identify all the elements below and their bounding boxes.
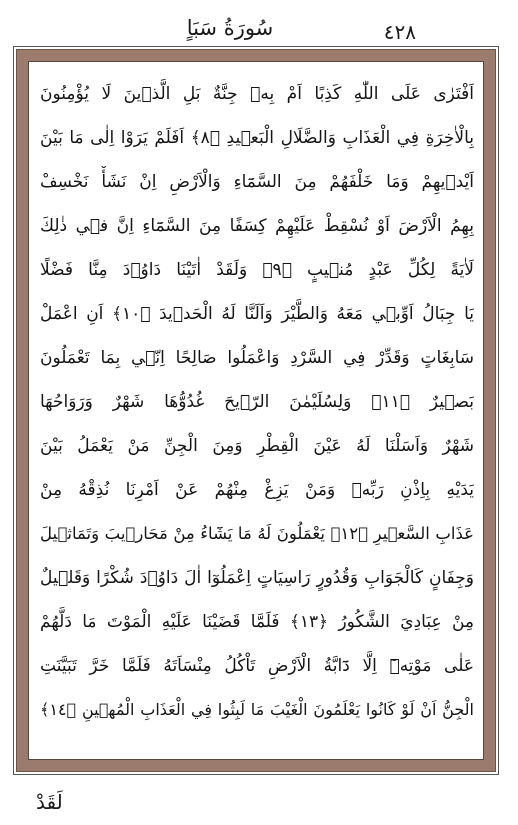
verse-line: لَاٰيَةً لِكُلِّ عَبْدٍ مُن۪يبٍ ﴿٩﴾ وَلَقَدْ اٰتَيْنَا دَاوُ۫دَ مِنَّا فَضْلًا (40, 260, 474, 280)
verse-line: اَيْد۪يهِمْ وَمَا خَلْفَهُمْ مِنَ السَّمَٓاءِ وَالْاَرْضِ اِنْ نَشَأْ نَخْسِفْ (40, 172, 474, 192)
page-header (0, 14, 518, 48)
verse-line: بِالْاٰخِرَةِ فِي الْعَذَابِ وَالضَّلَالِ الْبَع۪يدِ ﴿٨﴾ اَفَلَمْ يَرَوْا اِلٰى مَا بَيْنَ (40, 128, 474, 148)
verse-line: مِنْ عِبَادِيَ الشَّكُورُ ﴿١٣﴾ فَلَمَّا قَضَيْنَا عَلَيْهِ الْمَوْتَ مَا دَلَّهُمْ (40, 612, 474, 632)
verse-line: شَهْرٌ وَاَسَلْنَا لَهُ عَيْنَ الْقِطْرِ وَمِنَ الْجِنِّ مَنْ يَعْمَلُ بَيْنَ (40, 436, 474, 456)
verse-line: عَلٰى مَوْتِه۪ٓ اِلَّا دَٓابَّةُ الْاَرْضِ تَاْكُلُ مِنْسَاَتَهُ فَلَمَّا خَرَّ تَبَيَّنَتِ (40, 656, 474, 676)
verse-line: وَجِفَانٍ كَالْجَوَابِ وَقُدُورٍ رَاسِيَاتٍ اِعْمَلُوٓا اٰلَ دَاوُ۫دَ شُكْرًا وَقَل۪يلٌ (40, 568, 474, 588)
page-number: ٤٢٨ (383, 20, 416, 44)
verse-line: اَفْتَرٰى عَلَى اللّٰهِ كَذِبًا اَمْ بِه۪ جِنَّةٌ بَلِ الَّذ۪ينَ لَا يُؤْمِنُونَ (40, 84, 474, 104)
verse-line: سَابِغَاتٍ وَقَدِّرْ فِي السَّرْدِ وَاعْمَلُوا صَالِحًا اِنّ۪ي بِمَا تَعْمَلُونَ (40, 348, 474, 368)
verse-line: بَص۪يرٌ ﴿١١﴾ وَلِسُلَيْمٰنَ الرّ۪يحَ غُدُوُّهَا شَهْرٌ وَرَوَاحُهَا (40, 392, 474, 412)
verse-line: يَدَيْهِ بِاِذْنِ رَبِّه۪ وَمَنْ يَزِغْ مِنْهُمْ عَنْ اَمْرِنَا نُذِقْهُ مِنْ (40, 480, 474, 500)
verse-line: عَذَابِ السَّع۪يرِ ﴿١٢﴾ يَعْمَلُونَ لَهُ مَا يَشَٓاءُ مِنْ مَحَار۪يبَ وَتَمَاث۪يلَ (40, 524, 474, 543)
verse-line: الْجِنُّ اَنْ لَوْ كَانُوا يَعْلَمُونَ الْغَيْبَ مَا لَبِثُوا فِي الْعَذَابِ الْمُه۪ينِ ﴿١٤﴾ (40, 700, 474, 719)
verse-line: بِهِمُ الْاَرْضَ اَوْ نُسْقِطْ عَلَيْهِمْ كِسَفًا مِنَ السَّمَٓاءِ اِنَّ ف۪ي ذٰلِكَ (40, 216, 474, 236)
verse-line: يَا جِبَالُ اَوِّب۪ي مَعَهُ وَالطَّيْرَ وَاَلَنَّا لَهُ الْحَد۪يدَ ﴿١٠﴾ اَنِ اعْمَلْ (40, 304, 474, 324)
quran-text-block (40, 78, 474, 748)
catchword: لَقَدْ (36, 790, 63, 814)
surah-title: سُورَةُ سَبَاٍ (186, 16, 274, 40)
